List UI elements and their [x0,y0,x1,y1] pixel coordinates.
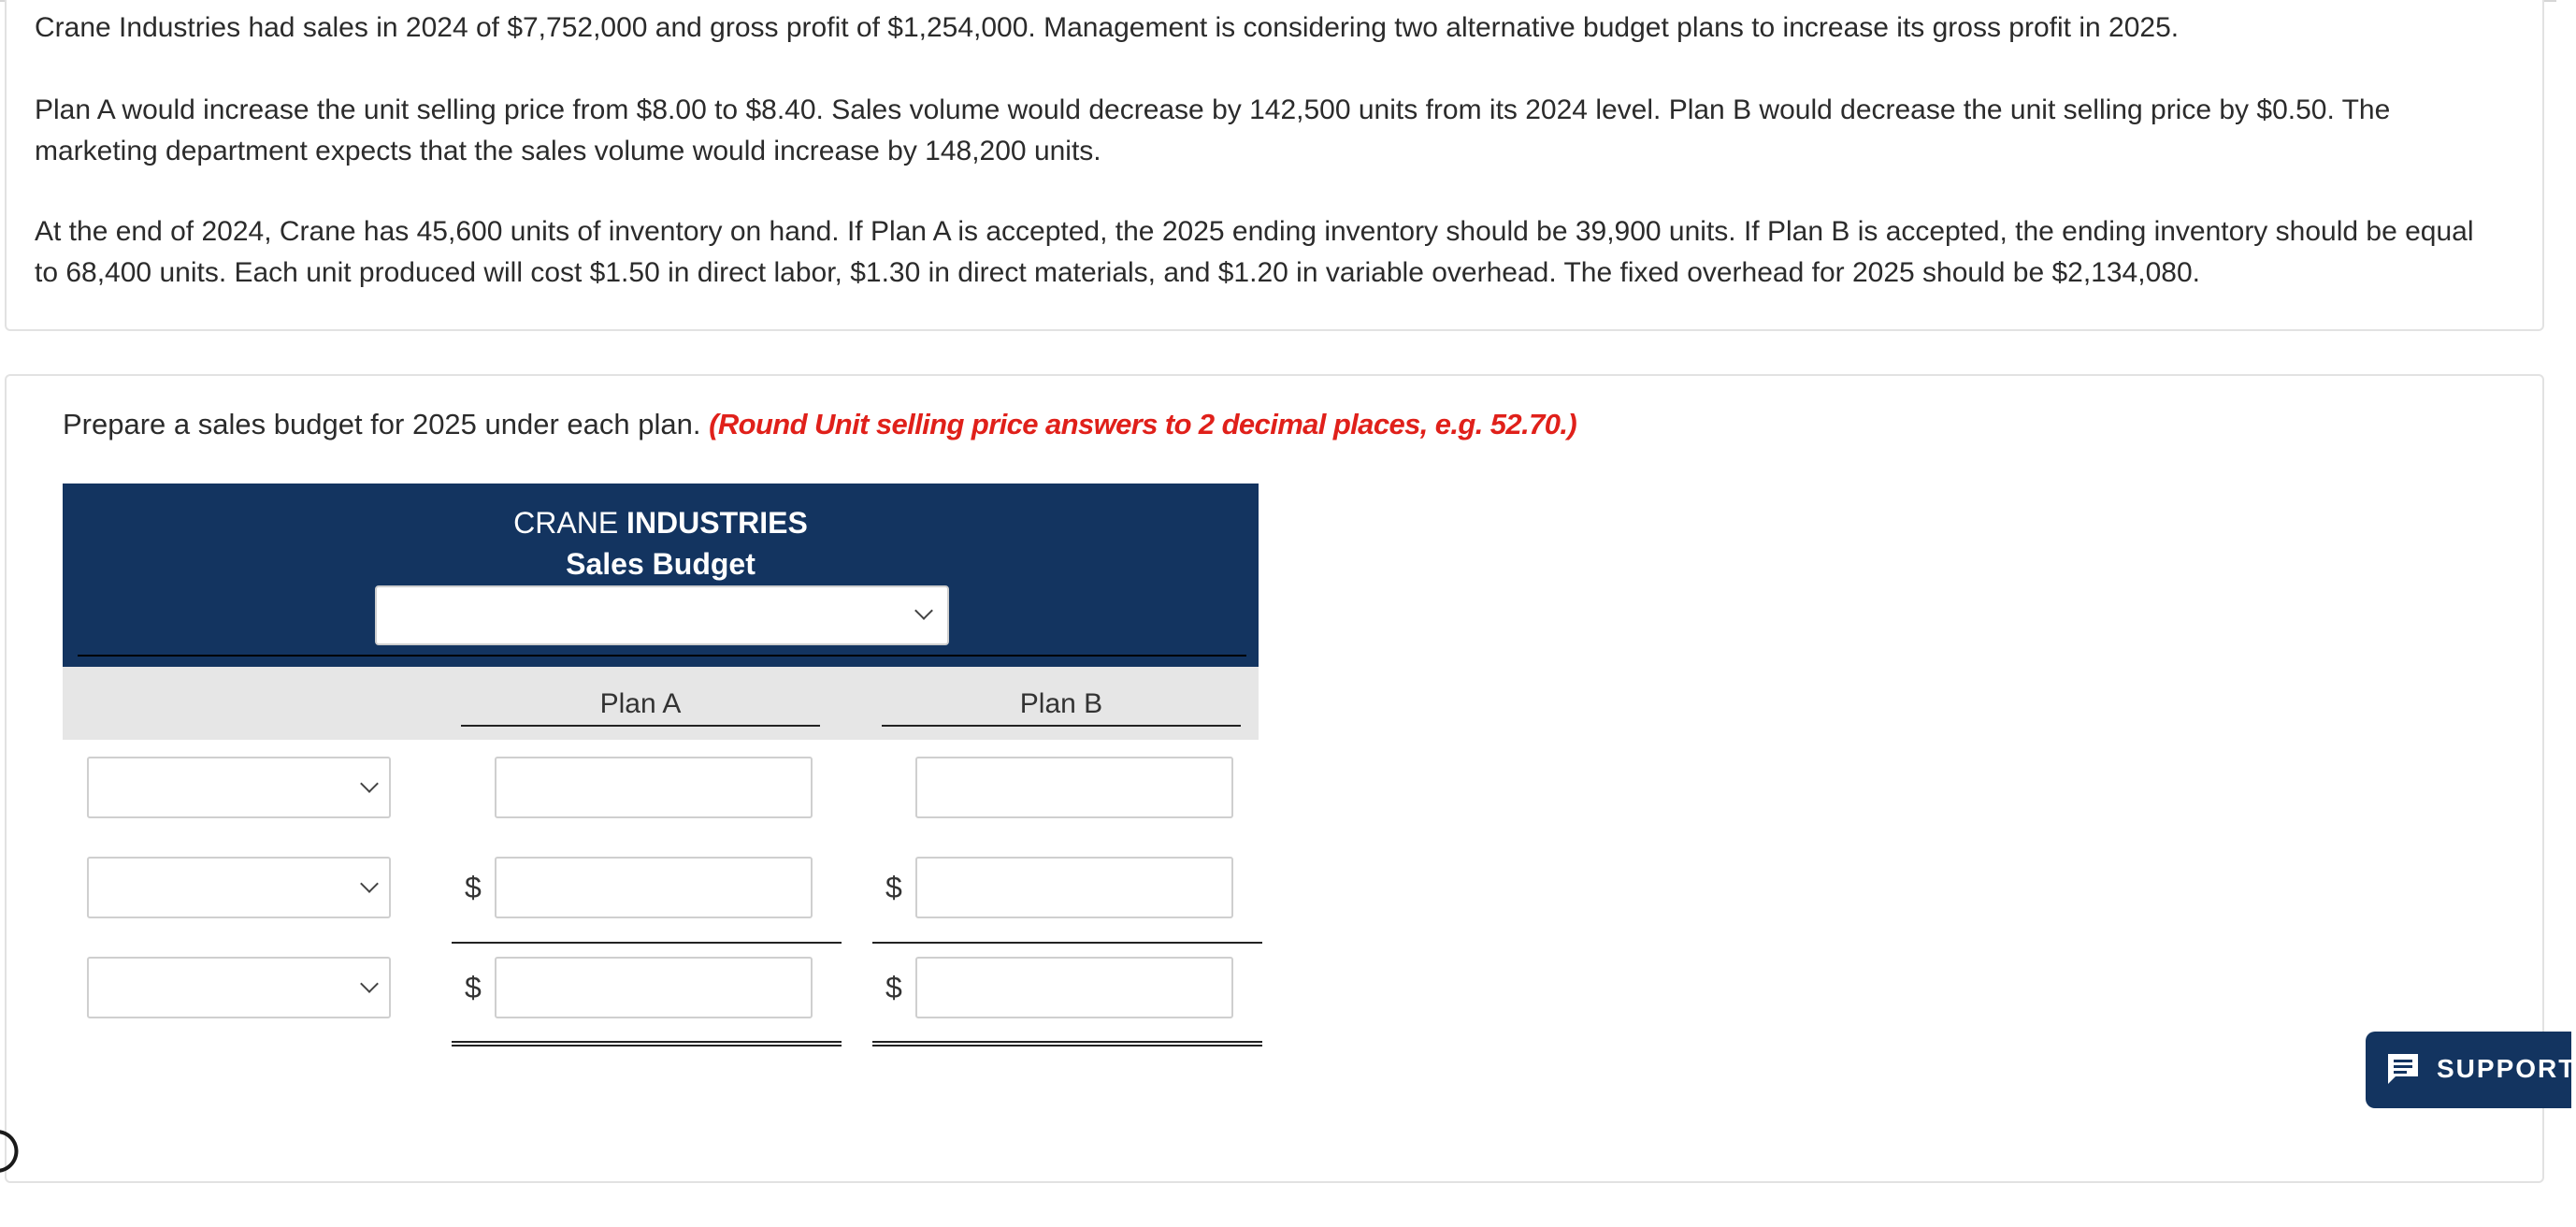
support-label: SUPPORT [2437,1054,2576,1083]
row-2-plan-b-input[interactable] [915,857,1233,918]
row-3-plan-b-input[interactable] [915,957,1233,1018]
dollar-sign: $ [885,971,902,1004]
single-underline [872,942,1262,944]
column-header-plan-a: Plan A [461,686,820,727]
row-2-label-select[interactable] [87,857,391,918]
row-3-plan-a-input[interactable] [495,957,813,1018]
dollar-sign: $ [885,871,902,904]
dollar-sign: $ [465,871,482,904]
row-1-plan-b-input[interactable] [915,757,1233,818]
rounding-hint: (Round Unit selling price answers to 2 decimal places, e.g. 52.70.) [709,408,1577,440]
loading-indicator-icon [0,1128,22,1175]
row-1-label-select[interactable] [87,757,391,818]
single-underline [452,942,842,944]
double-underline [872,1041,1262,1047]
support-button[interactable] [2366,1032,2576,1108]
table-header [63,484,1259,667]
chevron-down-icon [360,974,379,993]
row-1-plan-a-input[interactable] [495,757,813,818]
company-name-first: CRANE [513,506,619,540]
row-3-label-select[interactable] [87,957,391,1018]
dollar-sign: $ [465,971,482,1004]
question-text: Prepare a sales budget for 2025 under each plan. [63,408,701,440]
column-header-band [63,667,1259,740]
chevron-down-icon [360,874,379,893]
chat-icon [2384,1050,2422,1088]
header-underline [78,655,1246,657]
problem-paragraph-3: At the end of 2024, Crane has 45,600 units of inventory on hand. If Plan A is accepted, the 2025 ending inventory should be 39,900 units. If Plan B is accepted, the ending inventory should be equal to 68,400 units. Each unit produced will cost $1.50 in direct labor, $1.30 in direct materials, and $1.20 in variable overhead. The fixed overhead for 2025 should be $2,134,080. [35,216,2474,288]
double-underline [452,1041,842,1047]
question-card [5,374,2544,1183]
company-name-second: INDUSTRIES [626,506,808,540]
row-2-plan-a-input[interactable] [495,857,813,918]
problem-paragraph-2: Plan A would increase the unit selling price from $8.00 to $8.40. Sales volume would decrease by 142,500 units from its 2024 level. Plan B would decrease the unit selling price by $0.50. The marketing department expects that the sales volume would increase by 148,200 units. [35,94,2391,166]
company-name [63,504,1259,541]
period-select[interactable] [375,585,949,645]
column-header-plan-b: Plan B [882,686,1241,727]
sales-budget-table [63,484,1259,1045]
problem-paragraph-1: Crane Industries had sales in 2024 of $7,752,000 and gross profit of $1,254,000. Management is considering two alternative budget plans to increase its gross profit in 2025. [35,12,2180,43]
chevron-down-icon [360,774,379,793]
budget-title: Sales Budget [566,547,756,581]
chevron-down-icon [914,601,933,620]
question-prompt [63,404,1576,445]
problem-statement-card [5,0,2544,331]
